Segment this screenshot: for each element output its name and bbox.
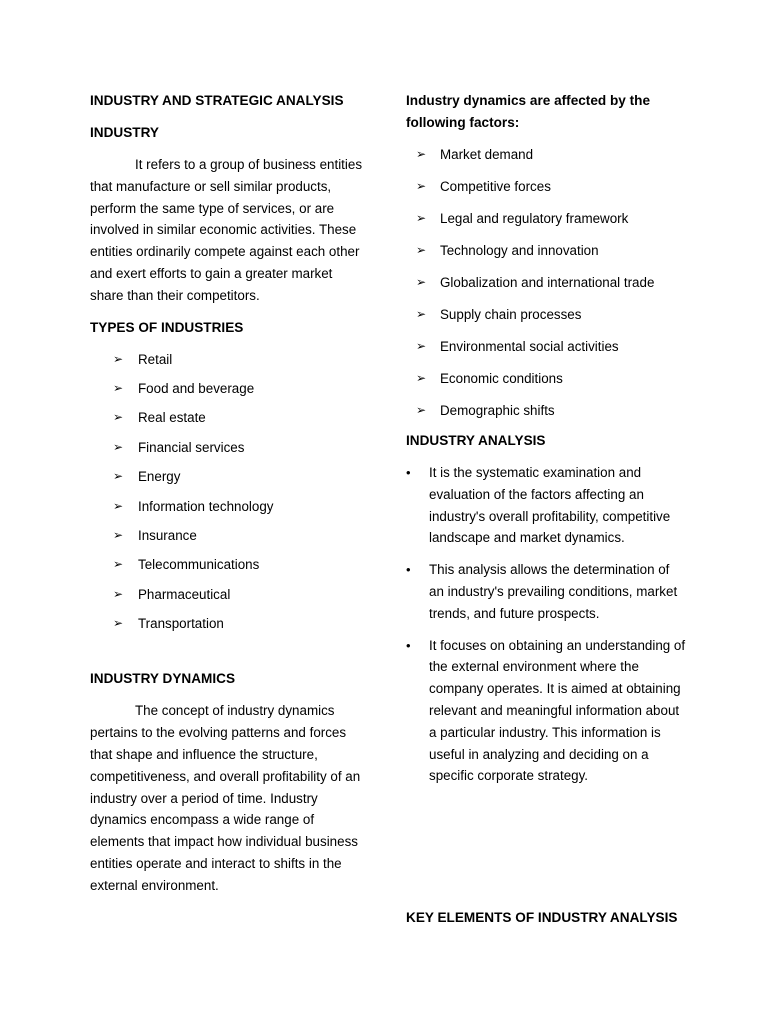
arrow-bullet-icon: ➢ [416, 211, 427, 225]
arrow-bullet-icon: ➢ [113, 439, 124, 454]
industry-definition: It refers to a group of business entities that manufacture or sell similar products, perform the same type of services, or are involved in similar economic activities. These entities ordinarily compete against each other and exert efforts to gain a greater market share than their competitors. [90, 157, 363, 303]
list-item-text: Energy [138, 469, 181, 485]
document-title: INDUSTRY AND STRATEGIC ANALYSIS [90, 93, 344, 108]
list-item-text: Legal and regulatory framework [440, 211, 629, 226]
arrow-bullet-icon: ➢ [416, 179, 427, 193]
list-item [406, 304, 686, 336]
list-item-text: Competitive forces [440, 179, 551, 194]
list-item [406, 208, 686, 240]
list-item [406, 368, 686, 400]
arrow-bullet-icon: ➢ [113, 380, 124, 395]
list-item [406, 462, 686, 549]
list-item-text: Food and beverage [138, 380, 255, 396]
list-item [90, 466, 364, 495]
list-item-text: It focuses on obtaining an understanding of the external environment where the company operates. It is aimed at obtaining relevant and meaningful information about a particular industry. This information is useful in analyzing and deciding on a specific corporate strategy. [429, 637, 686, 784]
list-item-text: Environmental social activities [440, 339, 619, 354]
list-item [406, 272, 686, 304]
list-item [406, 559, 686, 624]
list-item-text: Insurance [138, 527, 197, 543]
list-item [406, 635, 686, 788]
list-item-text: Market demand [440, 147, 534, 162]
bullet-icon: • [406, 465, 411, 480]
list-item-text: Retail [138, 351, 173, 367]
analysis-heading: INDUSTRY ANALYSIS [406, 433, 546, 448]
arrow-bullet-icon: ➢ [416, 243, 427, 257]
list-item [90, 525, 364, 554]
list-item-text: Transportation [138, 616, 224, 632]
list-item-text: Supply chain processes [440, 307, 582, 322]
types-heading: TYPES OF INDUSTRIES [90, 319, 244, 335]
list-item [90, 496, 364, 525]
list-item [90, 349, 364, 378]
analysis-list [406, 462, 686, 787]
list-item-text: This analysis allows the determination of an industry's prevailing conditions, market trends, and future prospects. [429, 562, 678, 621]
arrow-bullet-icon: ➢ [113, 527, 124, 542]
arrow-bullet-icon: ➢ [113, 410, 124, 425]
list-item [406, 240, 686, 272]
arrow-bullet-icon: ➢ [113, 616, 124, 631]
arrow-bullet-icon: ➢ [416, 403, 427, 417]
list-item-text: Pharmaceutical [138, 586, 231, 602]
arrow-bullet-icon: ➢ [416, 339, 427, 353]
types-list [90, 349, 364, 643]
list-item-text: Demographic shifts [440, 403, 555, 418]
list-item-text: Real estate [138, 410, 206, 426]
factors-heading: Industry dynamics are affected by the following factors: [406, 93, 651, 130]
dynamics-text: The concept of industry dynamics pertains to the evolving patterns and forces that shape and influence the structure, competitiveness, and overall profitability of an industry over a period of time. Industry dynamics encompass a wide range of elements that impact how individual business entities operate and interact to shifts in the external environment. [90, 703, 361, 893]
list-item-text: Telecommunications [138, 557, 260, 573]
key-elements-heading: KEY ELEMENTS OF INDUSTRY ANALYSIS [406, 910, 678, 925]
left-column [90, 90, 364, 897]
list-item-text: Economic conditions [440, 371, 563, 386]
arrow-bullet-icon: ➢ [416, 371, 427, 385]
factors-list [406, 144, 686, 432]
list-item [406, 176, 686, 208]
industry-heading: INDUSTRY [90, 125, 159, 140]
bullet-icon: • [406, 637, 411, 653]
list-item [406, 400, 686, 432]
list-item-text: Financial services [138, 439, 245, 455]
list-item-text: It is the systematic examination and evaluation of the factors affecting an industry's overall profitability, competitive landscape and market dynamics. [429, 465, 671, 546]
list-item [90, 613, 364, 642]
right-column [406, 90, 686, 925]
list-item [406, 336, 686, 368]
list-item-text: Technology and innovation [440, 243, 599, 258]
arrow-bullet-icon: ➢ [113, 586, 124, 601]
arrow-bullet-icon: ➢ [113, 557, 124, 572]
dynamics-heading: INDUSTRY DYNAMICS [90, 671, 236, 687]
arrow-bullet-icon: ➢ [113, 469, 124, 484]
arrow-bullet-icon: ➢ [416, 307, 427, 321]
list-item [90, 584, 364, 613]
list-item [406, 144, 686, 176]
list-item [90, 378, 364, 407]
list-item-text: Globalization and international trade [440, 275, 655, 290]
arrow-bullet-icon: ➢ [416, 275, 427, 289]
list-item [90, 407, 364, 436]
arrow-bullet-icon: ➢ [416, 147, 427, 161]
bullet-icon: • [406, 562, 411, 578]
list-item-text: Information technology [138, 498, 274, 514]
list-item [90, 437, 364, 466]
arrow-bullet-icon: ➢ [113, 498, 124, 513]
list-item [90, 554, 364, 583]
arrow-bullet-icon: ➢ [113, 351, 124, 366]
